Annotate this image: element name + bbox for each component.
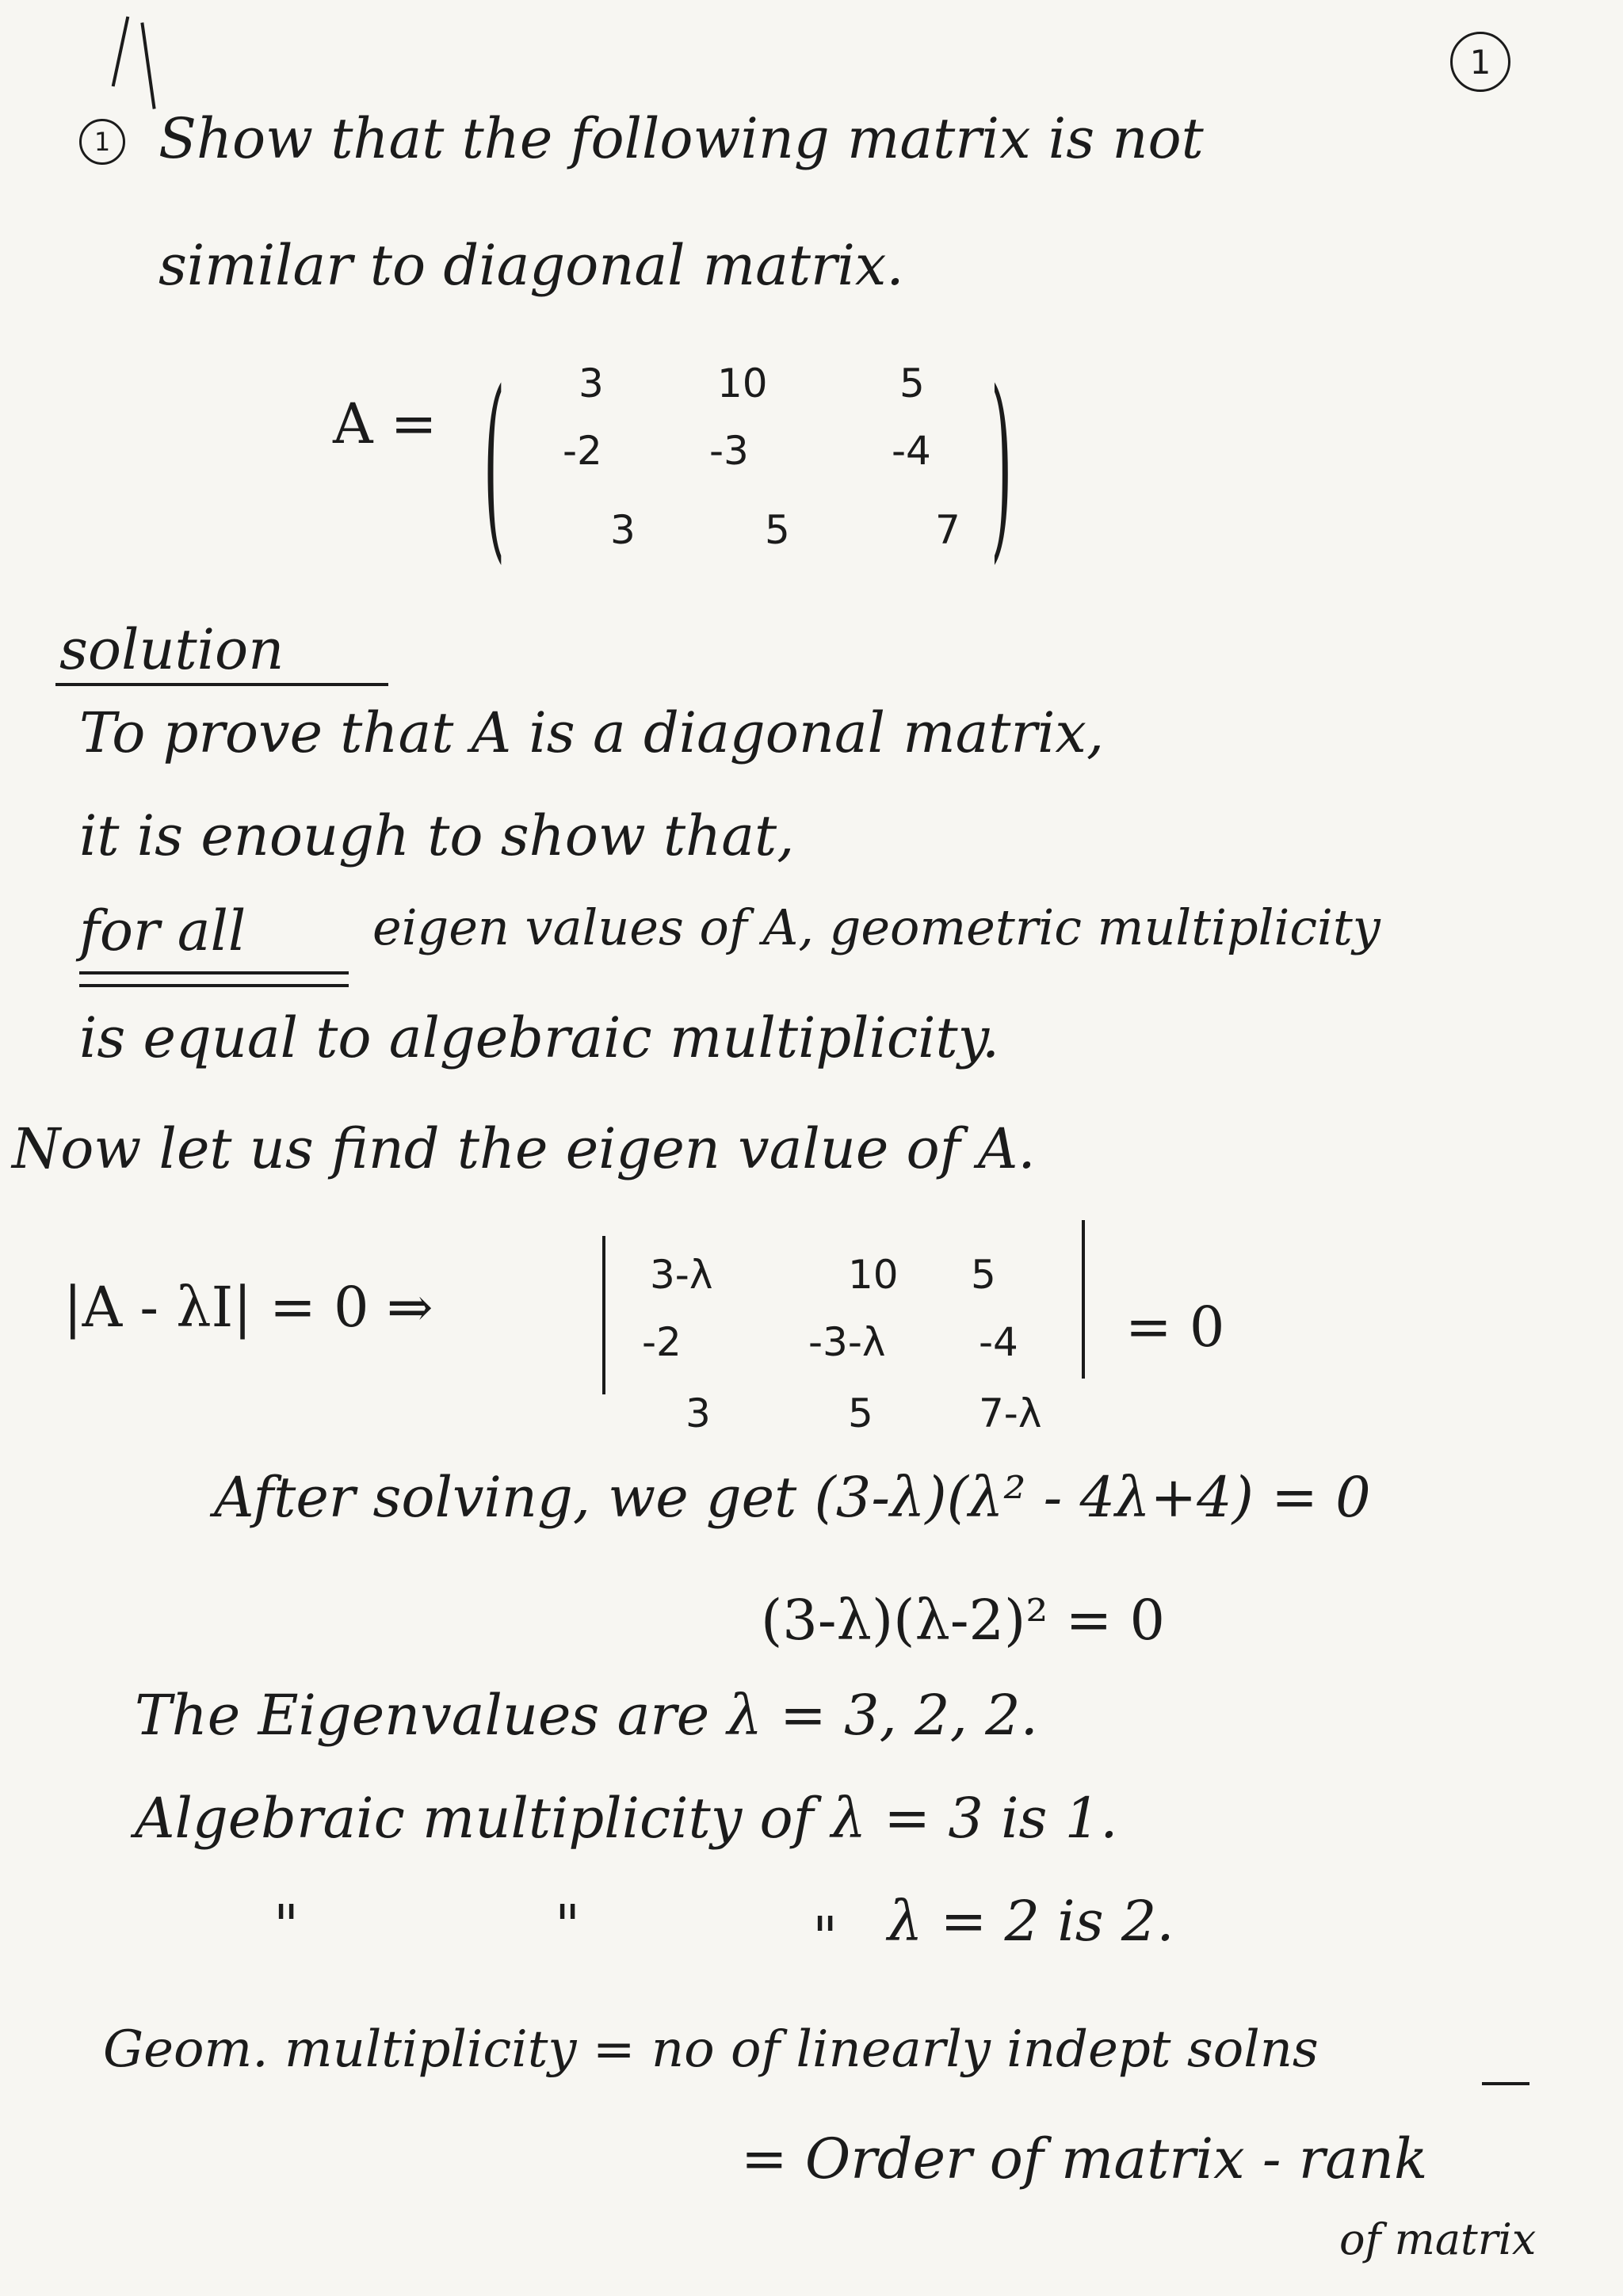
det-equals-zero: = 0 [1125,1295,1225,1360]
for-all-underline-2 [79,984,349,987]
ditto-mark-1: " [273,1893,300,1958]
det-right-bar [1082,1220,1085,1379]
matrix-cell: 3 [579,360,604,406]
matrix-cell: 10 [717,360,768,406]
question-line-2: similar to diagonal matrix. [158,233,904,298]
matrix-cell: 5 [765,507,790,553]
det-cell: 5 [848,1390,873,1436]
solution-heading: solution [59,617,285,682]
page-number-text: 1 [1469,42,1491,82]
ditto-mark-2: " [555,1893,581,1958]
det-cell: -4 [979,1319,1018,1365]
page-number [1450,32,1510,92]
geom-mult-line-3: of matrix [1339,2214,1537,2264]
matrix-cell: -4 [892,428,931,474]
det-left-bar [602,1236,605,1394]
solution-line-1: To prove that A is a diagonal matrix, [79,700,1105,765]
solns-underline [1482,2082,1529,2085]
solution-line-4: is equal to algebraic multiplicity. [79,1005,1000,1070]
matrix-cell: 3 [610,507,636,553]
matrix-right-paren: ) [991,349,1013,583]
det-cell: 7-λ [979,1390,1042,1436]
det-cell: 3 [685,1390,711,1436]
char-equation: |A - λI| = 0 ⇒ [63,1275,433,1340]
det-cell: 10 [848,1252,899,1298]
question-number [79,119,125,165]
det-cell: 5 [971,1252,996,1298]
for-all-underline-1 [79,971,349,974]
matrix-label: A = [333,391,437,456]
alg-mult-line-2: λ = 2 is 2. [888,1889,1174,1954]
matrix-cell: 7 [935,507,960,553]
det-cell: 3-λ [650,1252,713,1298]
det-cell: -3-λ [808,1319,886,1365]
eigenvalues-line: The Eigenvalues are λ = 3, 2, 2. [135,1683,1038,1748]
solution-underline [55,683,388,686]
solution-line-5: Now let us find the eigen value of A. [12,1116,1036,1181]
ditto-mark-3: " [812,1905,838,1970]
factored-line: (3-λ)(λ-2)² = 0 [761,1588,1166,1653]
check-mark-icon-stroke [140,22,155,109]
solution-line-3-rest: eigen values of A, geometric multiplicity [372,898,1381,956]
after-solving-line: After solving, we get (3-λ)(λ² - 4λ+4) = 0 [214,1465,1371,1530]
matrix-left-paren: ( [483,349,506,583]
alg-mult-line-1: Algebraic multiplicity of λ = 3 is 1. [135,1786,1118,1851]
geom-mult-line-2: = Order of matrix - rank [741,2126,1428,2191]
matrix-cell: 5 [899,360,925,406]
matrix-cell: -2 [563,428,602,474]
geom-mult-line-1: Geom. multiplicity = no of linearly indept solns [103,2020,1319,2079]
det-cell: -2 [642,1319,682,1365]
question-number-text: 1 [94,127,111,157]
check-mark-icon [112,17,130,87]
question-line-1: Show that the following matrix is not [158,106,1204,171]
solution-line-2: it is enough to show that, [79,803,795,868]
matrix-cell: -3 [709,428,749,474]
solution-line-3-underlined: for all [79,898,246,963]
